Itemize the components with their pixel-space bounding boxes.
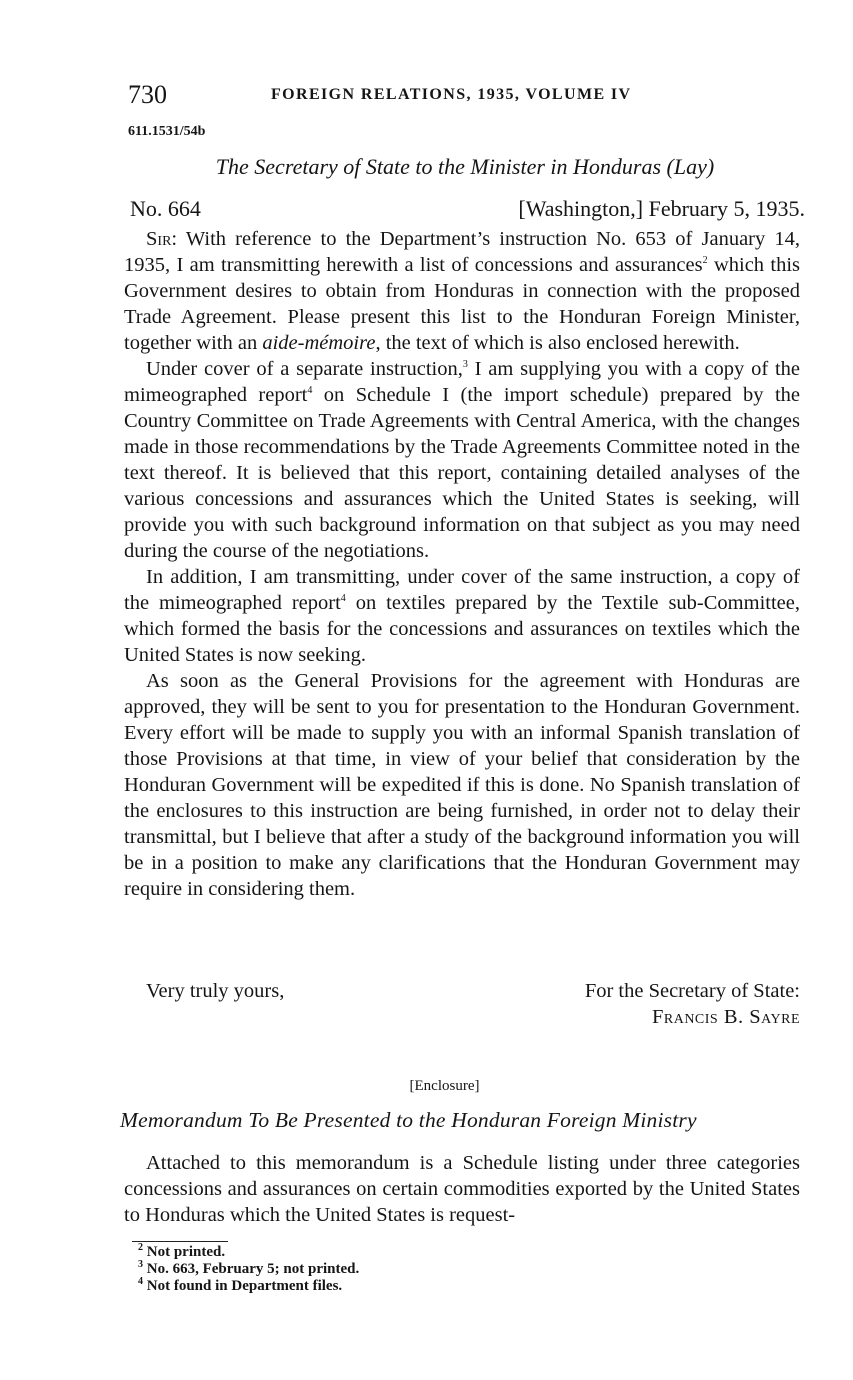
instruction-number: No. 664 xyxy=(130,196,201,221)
paragraph-1-italic: aide-mémoire xyxy=(262,332,376,354)
place-date: [Washington,] February 5, 1935. xyxy=(518,196,805,221)
salutation: Sir: xyxy=(146,228,178,250)
footnote-divider xyxy=(132,1241,228,1242)
footnote xyxy=(138,1244,359,1261)
running-head: FOREIGN RELATIONS, 1935, VOLUME IV xyxy=(271,86,632,103)
paragraph-2-text-b: I am supplying you with a copy of the mimeographed report xyxy=(124,358,800,406)
paragraph-4: As soon as the General Provisions for the agreement with Honduras are approved, they will be sent to you for presentation to the Honduran Government. Every effort will be made to supply you with an informal Spanish translation of those Provisions at that time, in view of your belief that consideration by the Honduran Government will be expedited if this is done. No Spanish translation of the enclosures to this instruction are being furnished, in order not to delay their transmittal, but I believe that after a study of the background information you will be in a position to make any clarifications that the Honduran Government may require in considering them. xyxy=(124,670,800,900)
paragraph-3-text-b: on textiles prepared by the Textile sub-Committee, which formed the basis for the concessions and assurances on textiles which the United States is now seeking. xyxy=(124,592,800,666)
footnote-marker: 4 xyxy=(138,1276,143,1287)
letter-closing xyxy=(124,980,800,1040)
footnote-text: Not found in Department files. xyxy=(146,1278,343,1294)
paragraph-1-text-c: , the text of which is also enclosed herewith. xyxy=(375,332,740,354)
paragraph-3-text-a: In addition, I am transmitting, under cover of the same instruction, a copy of the mimeographed report xyxy=(124,566,800,614)
letter-body xyxy=(124,226,800,902)
page-number: 730 xyxy=(128,80,167,109)
page-header xyxy=(128,80,803,114)
paragraph-1-text-a: With reference to the Department’s instruction No. 653 of January 14, 1935, I am transmitting herewith a list of concessions and assurances xyxy=(124,228,800,276)
footnote-ref: 4 xyxy=(340,593,346,605)
paragraph-2 xyxy=(124,356,800,564)
footnote-ref: 3 xyxy=(462,359,468,371)
footnote xyxy=(138,1278,359,1295)
memo-title: Memorandum To Be Presented to the Honduran Foreign Ministry xyxy=(120,1108,697,1132)
enclosure-label: [Enclosure] xyxy=(409,1078,480,1094)
paragraph-1 xyxy=(124,226,800,356)
paragraph-2-text-a: Under cover of a separate instruction, xyxy=(146,358,463,380)
valediction: Very truly yours, xyxy=(146,980,285,1002)
footnote xyxy=(138,1261,359,1278)
memo-paragraph: Attached to this memorandum is a Schedule listing under three categories concessions and assurances on certain commodities exported by the United States to Honduras which the United States is request- xyxy=(124,1152,800,1226)
memo-body xyxy=(124,1150,800,1228)
footnotes xyxy=(138,1244,359,1295)
paragraph-2-text-c: on Schedule I (the import schedule) prepared by the Country Committee on Trade Agreements with Central America, with the changes made in those recommendations by the Trade Agreements Committee noted in the text thereof. It is believed that this report, containing detailed analyses of the various concessions and assurances which the United States is seeking, will provide you with such background information on that subject as you may need during the course of the negotiations. xyxy=(124,384,800,562)
for-secretary: For the Secretary of State: xyxy=(584,980,800,1002)
paragraph-1-text-b: which this Government desires to obtain from Honduras in connection with the proposed Trade Agreement. Please present this list to the Honduran Foreign Minister, together with an xyxy=(124,254,801,354)
footnote-marker: 3 xyxy=(138,1259,143,1270)
footnote-ref: 2 xyxy=(702,255,708,267)
document-title: The Secretary of State to the Minister in Honduras (Lay) xyxy=(215,154,715,179)
signature: Francis B. Sayre xyxy=(651,1006,800,1028)
file-number: 611.1531/54b xyxy=(128,124,206,139)
footnote-marker: 2 xyxy=(138,1242,143,1253)
paragraph-3 xyxy=(124,564,800,668)
footnote-text: No. 663, February 5; not printed. xyxy=(146,1261,360,1277)
footnote-text: Not printed. xyxy=(146,1244,226,1260)
footnote-ref: 4 xyxy=(307,385,313,397)
